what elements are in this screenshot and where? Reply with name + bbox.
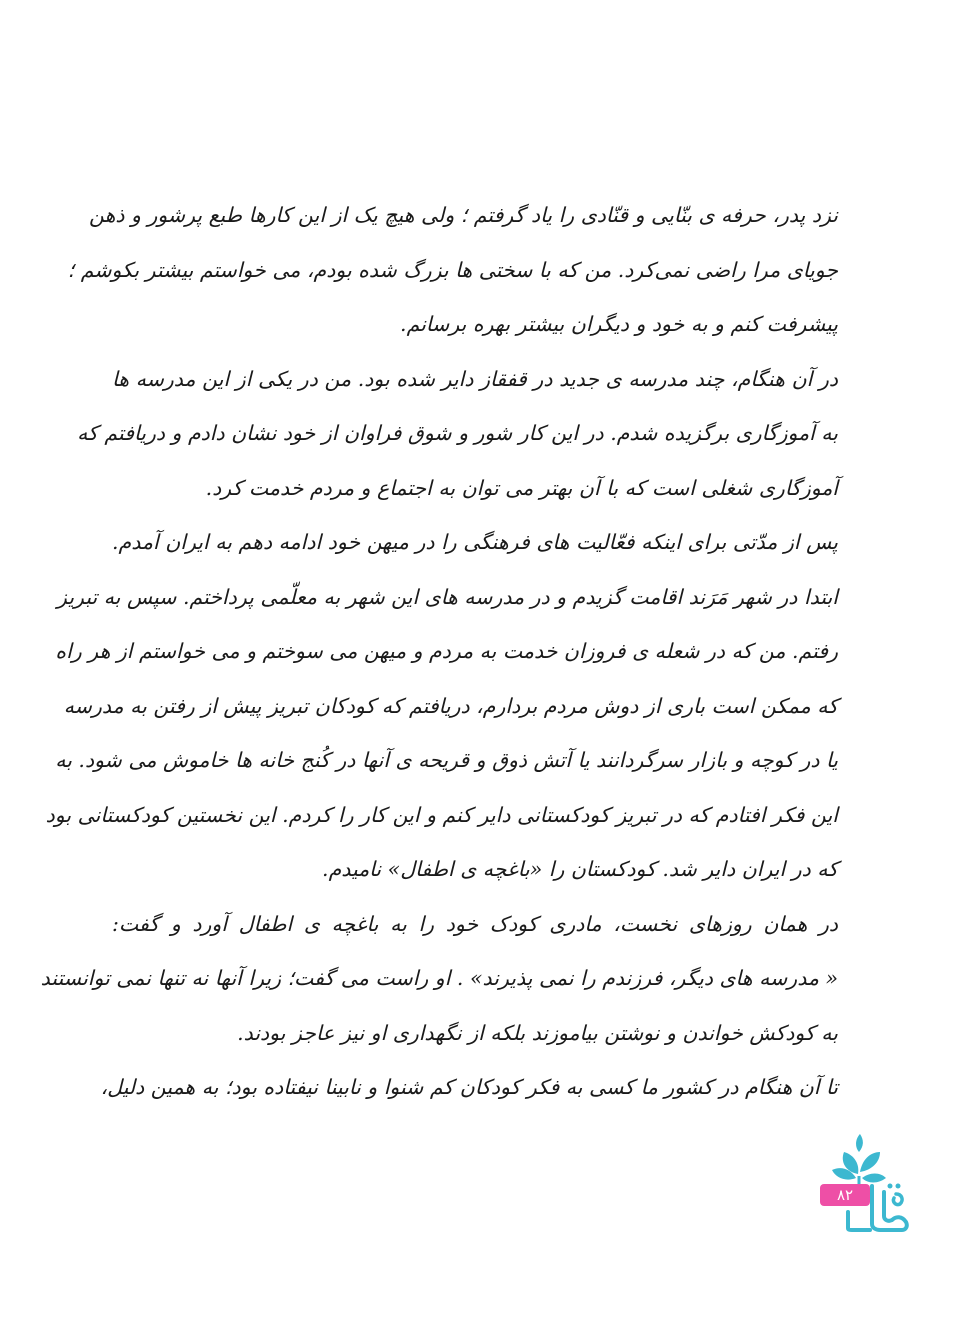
text-line: « مدرسه های دیگر، فرزندم را نمی پذیرند» . او راست می گفت؛ زیرا آنها نه تنها نمی توانستند bbox=[40, 966, 838, 990]
text-line: رفتم. من که در شعله ی فروزان خدمت به مردم و میهن می سوختم و می خواستم از هر راه bbox=[55, 639, 838, 663]
text-line: پس از مدّتی برای اینکه فعّالیت های فرهنگی را در میهن خود ادامه دهم به ایران آمدم. bbox=[112, 530, 838, 554]
text-line: این فکر افتادم که در تبریز کودکستانی دایر کنم و این کار را کردم. این نخستین کودکستانی بود bbox=[45, 802, 838, 827]
text-line: جویای مرا راضی نمی‌کرد. من که با سختی ها بزرگ شده بودم، می خواستم بیشتر بکوشم ؛ bbox=[67, 257, 838, 282]
text-line: به کودکش خواندن و نوشتن بیاموزند بلکه از نگهداری او نیز عاجز بودند. bbox=[237, 1020, 838, 1045]
text-line: ابتدا در شهر مَرَند اقامت گزیدم و در مدرسه های این شهر به معلّمی پرداختم. سپس به تبریز bbox=[57, 584, 838, 609]
text-line: تا آن هنگام در کشور ما کسی به فکر کودکان کم شنوا و نابینا نیفتاده بود؛ به همین دلیل، bbox=[100, 1075, 838, 1099]
text-line: در آن هنگام، چند مدرسه ی جدید در قفقاز دایر شده بود. من در یکی از این مدرسه ها bbox=[112, 366, 838, 391]
body-text bbox=[40, 188, 838, 1115]
farsi-book-logo-icon bbox=[818, 1132, 910, 1232]
text-line: که در ایران دایر شد. کودکستان را «باغچه ی اطفال» نامیدم. bbox=[322, 857, 838, 881]
text-line: آموزگاری شغلی است که با آن بهتر می توان به اجتماع و مردم خدمت کرد. bbox=[205, 475, 838, 500]
text-line: به آموزگاری برگزیده شدم. در این کار شور و شوق فراوان از خود نشان دادم و دریافتم که bbox=[77, 421, 838, 445]
text-line: نزد پدر، حرفه ی بنّایی و قنّادی را یاد گرفتم ؛ ولی هیچ یک از این کارها طبع پرشور و ذهن bbox=[88, 203, 838, 227]
page-number: ۸۲ bbox=[820, 1184, 870, 1206]
text-line: که ممکن است باری از دوش مردم بردارم، دریافتم که کودکان تبریز پیش از رفتن به مدرسه bbox=[63, 693, 838, 718]
text-line: در همان روزهای نخست، مادری کودک خود را به باغچه ی اطفال آورد و گفت: bbox=[112, 911, 838, 936]
text-line: یا در کوچه و بازار سرگردانند یا آتش ذوق و قریحه ی آنها در کُنج خانه ها خاموش می شود. به bbox=[55, 748, 838, 772]
text-line: پیشرفت کنم و به خود و دیگران بیشتر بهره برسانم. bbox=[400, 312, 838, 336]
